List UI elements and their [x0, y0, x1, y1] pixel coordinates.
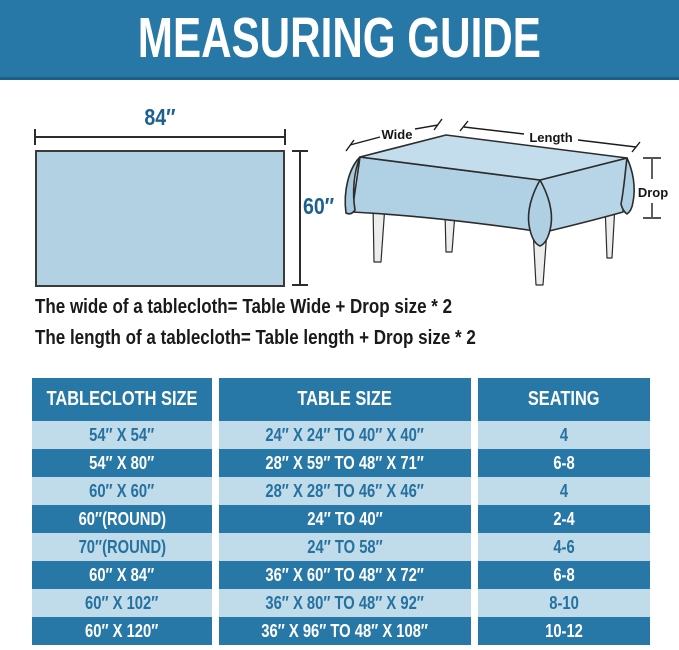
cell-table-size: 36″ X 80″ TO 48″ X 92″	[219, 589, 471, 617]
col-header-tablecloth-size: TABLECLOTH SIZE	[32, 378, 212, 421]
cell-seating: 6-8	[478, 561, 650, 589]
tablecloth-rectangle	[35, 150, 285, 287]
width-dimension-tick-left	[34, 129, 36, 145]
length-formula-text: The length of a tablecloth= Table length + Drop size * 2	[35, 327, 476, 349]
cell-tablecloth-size: 60″ X 60″	[32, 477, 212, 505]
width-dimension-line	[35, 136, 285, 138]
cell-seating: 2-4	[478, 505, 650, 533]
col-header-table-size: TABLE SIZE	[219, 378, 471, 421]
cell-tablecloth-size: 60″ X 84″	[32, 561, 212, 589]
width-dimension-label: 84″	[144, 104, 176, 130]
cell-table-size: 24″ TO 58″	[219, 533, 471, 561]
wide-label: Wide	[381, 127, 413, 142]
drop-label: Drop	[637, 185, 669, 200]
cell-tablecloth-size: 60″ X 102″	[32, 589, 212, 617]
height-dimension-line	[299, 151, 301, 286]
tablecloth-drape	[345, 135, 634, 246]
header-banner	[0, 0, 679, 80]
width-formula-text: The wide of a tablecloth= Table Wide + Drop size * 2	[35, 296, 453, 318]
cell-table-size: 28″ X 28″ TO 46″ X 46″	[219, 477, 471, 505]
cell-tablecloth-size: 60″ X 120″	[32, 617, 212, 645]
size-table	[32, 378, 650, 645]
cell-tablecloth-size: 60″(ROUND)	[32, 505, 212, 533]
cell-table-size: 36″ X 60″ TO 48″ X 72″	[219, 561, 471, 589]
width-dimension-tick-right	[284, 129, 286, 145]
col-header-seating: SEATING	[478, 378, 650, 421]
cell-seating: 4-6	[478, 533, 650, 561]
cell-table-size: 36″ X 96″ TO 48″ X 108″	[219, 617, 471, 645]
cell-seating: 6-8	[478, 449, 650, 477]
height-dimension-tick-top	[292, 150, 308, 152]
cell-table-size: 28″ X 59″ TO 48″ X 71″	[219, 449, 471, 477]
cell-tablecloth-size: 54″ X 54″	[32, 421, 212, 449]
cell-table-size: 24″ X 24″ TO 40″ X 40″	[219, 421, 471, 449]
cell-seating: 10-12	[478, 617, 650, 645]
length-label: Length	[529, 130, 573, 145]
cell-seating: 4	[478, 421, 650, 449]
cell-tablecloth-size: 70″(ROUND)	[32, 533, 212, 561]
cell-seating: 8-10	[478, 589, 650, 617]
page-title: MEASURING GUIDE	[137, 6, 542, 70]
cell-table-size: 24″ TO 40″	[219, 505, 471, 533]
table-illustration	[330, 95, 679, 295]
cell-tablecloth-size: 54″ X 80″	[32, 449, 212, 477]
cell-seating: 4	[478, 477, 650, 505]
height-dimension-tick-bottom	[292, 284, 308, 286]
height-dimension-label: 60″	[303, 193, 335, 219]
